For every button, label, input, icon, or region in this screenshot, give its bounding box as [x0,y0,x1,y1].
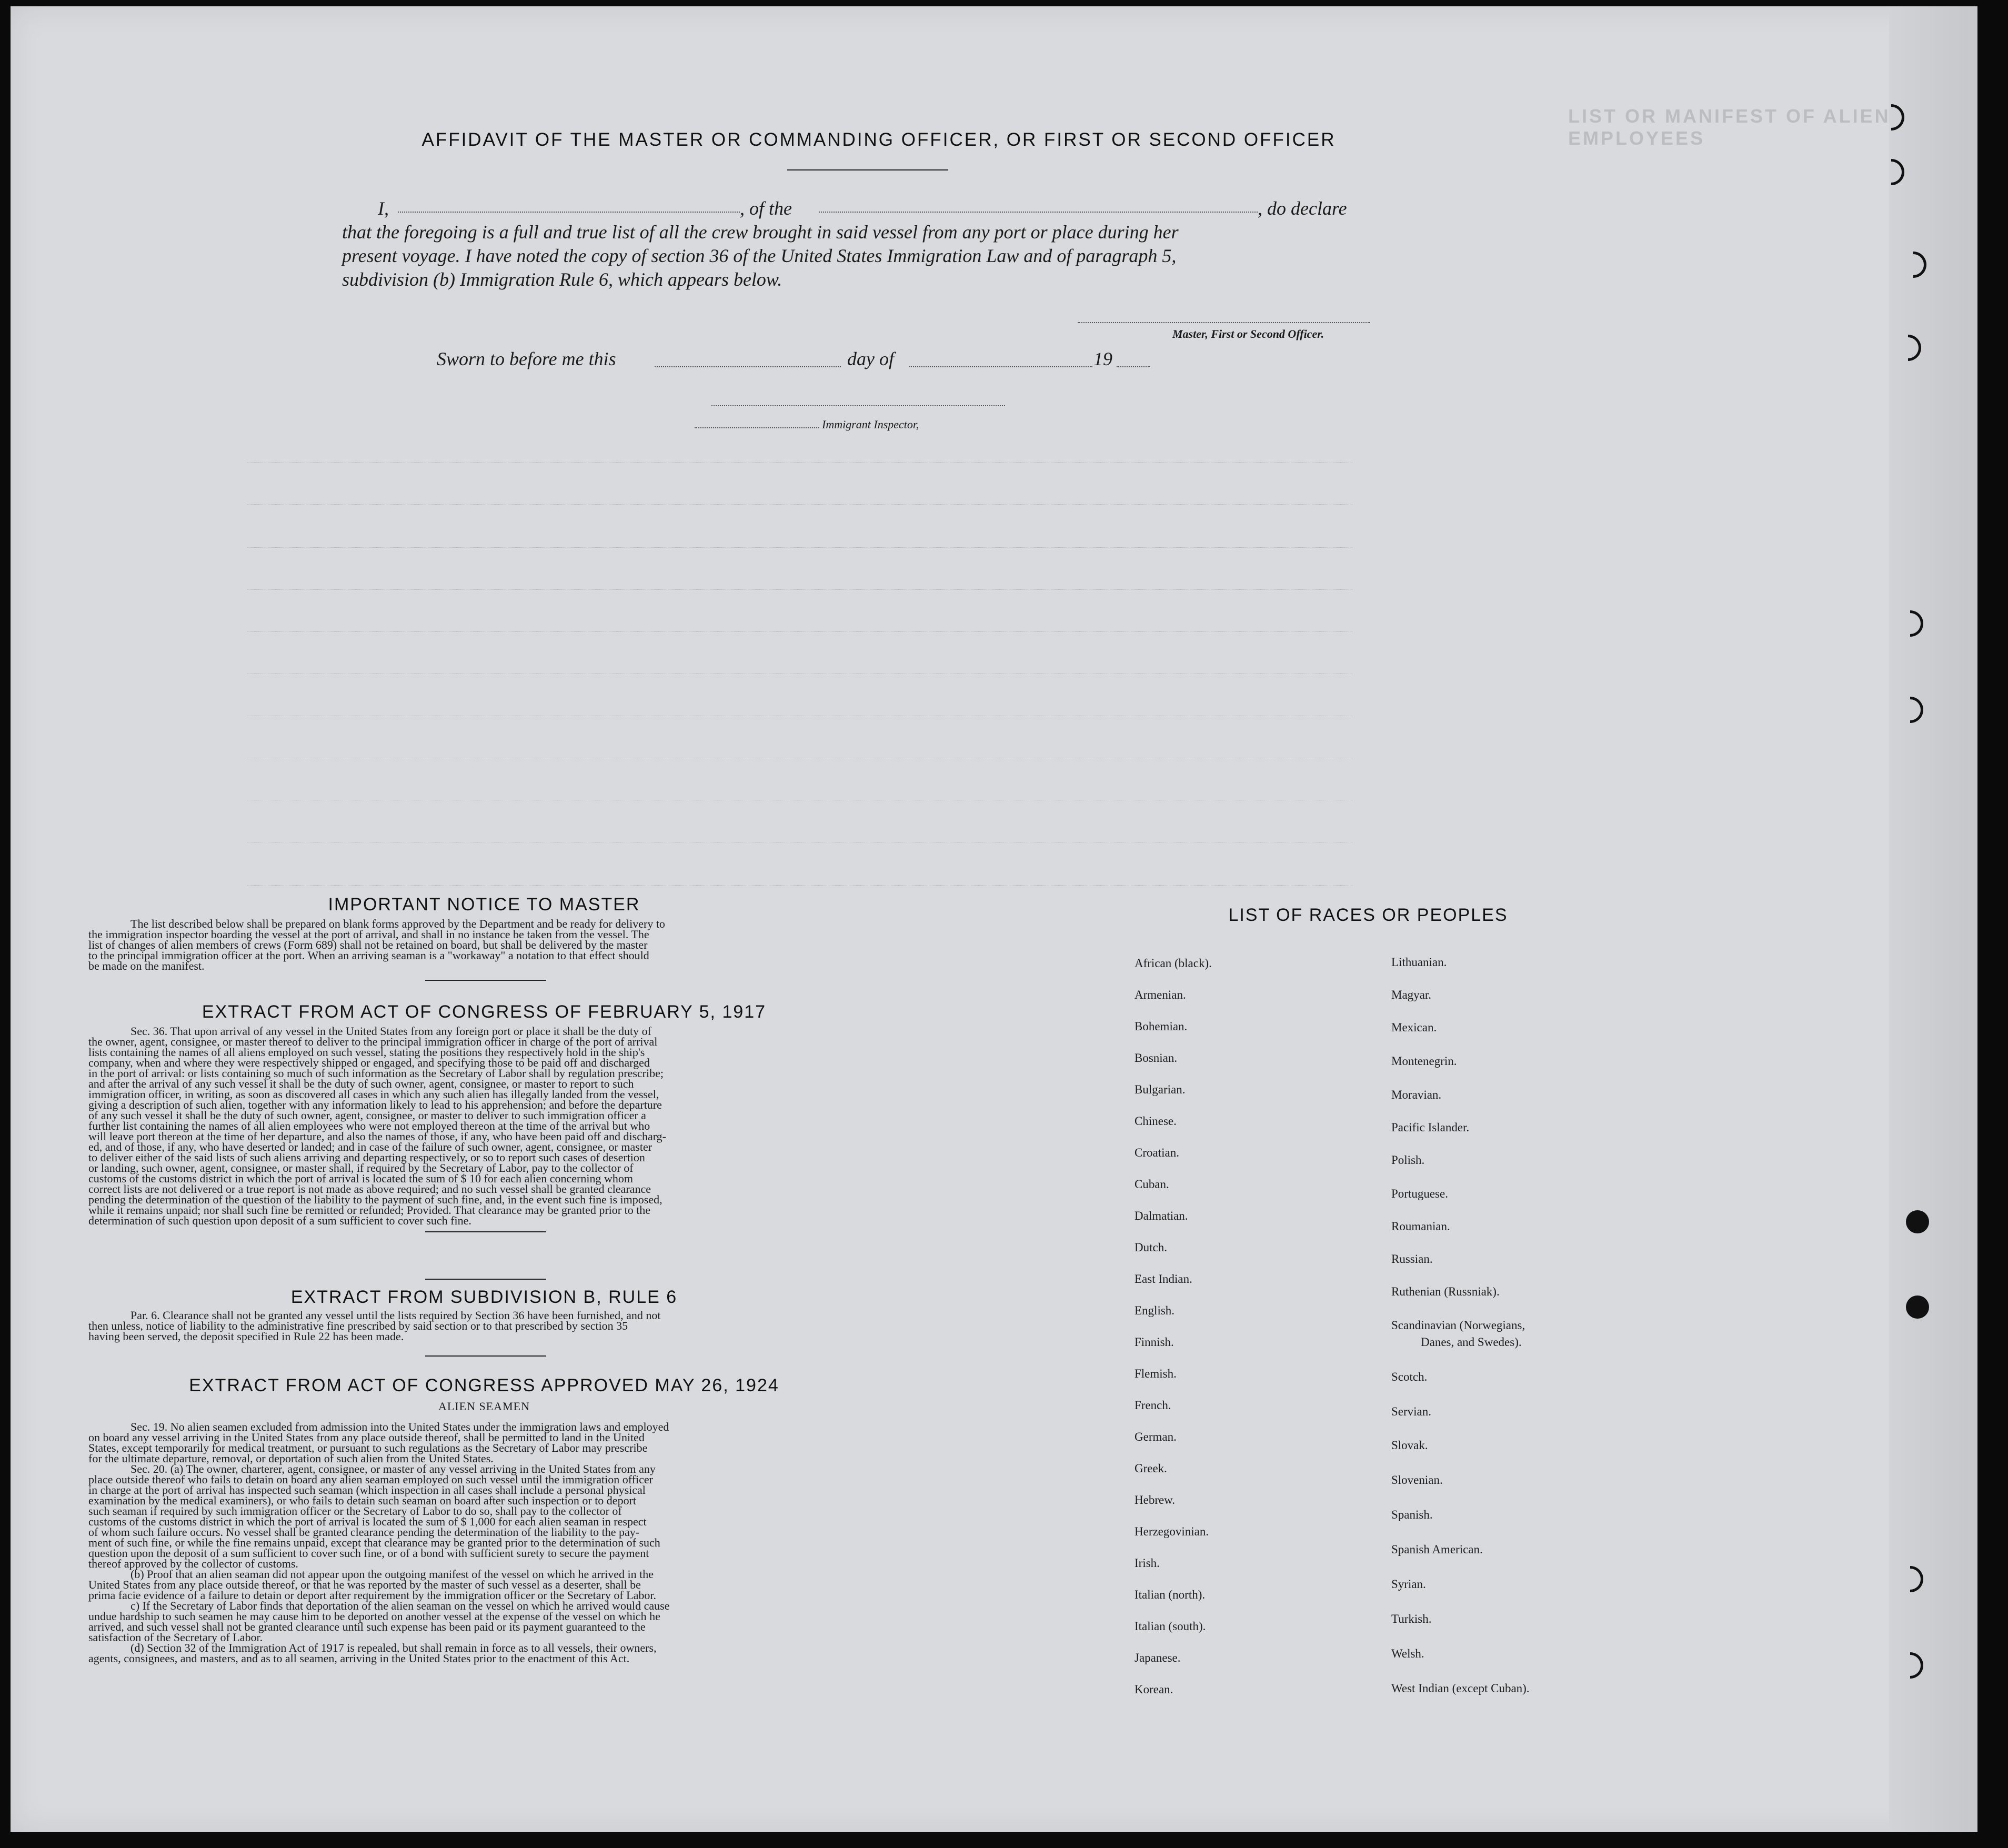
subdivision-title: EXTRACT FROM SUBDIVISION B, RULE 6 [290,1287,678,1307]
extract-1924-line: place outside thereof who fails to detain on board any alien seaman employed on such vessel until the immigration officer [88,1473,654,1486]
notice-line: the immigration inspector boarding the vessel at the port of arrival, and shall in no instance be taken from the vessel. The [88,928,649,941]
extract-1924-line: examination by the medical examiners), or who fails to detain such seaman on board after such inspection or to deport [88,1494,637,1507]
race-item: Lithuanian. [1391,956,1447,969]
sworn-year-field[interactable] [1117,366,1150,367]
extract-1917-line: will leave port thereon at the time of her departure, and also the names of those, if any, who have been paid off and discharg- [88,1130,666,1143]
race-item: Italian (north). [1134,1588,1206,1601]
extract-1917-line: giving a description of such alien, together with any information likely to lead to his apprehension; and before the departure [88,1098,662,1111]
race-item: Bulgarian. [1134,1083,1186,1096]
sworn-month-field[interactable] [909,366,1092,367]
race-item-continuation: Danes, and Swedes). [1421,1335,1522,1349]
race-item: Magyar. [1391,988,1432,1001]
declaration-line-1-mid: , of the [740,198,792,219]
extract-1917-line: the owner, agent, consignee, or master thereof to deliver to the principal immigration officer in charge of the port of arrival [88,1035,658,1048]
race-item: Turkish. [1391,1612,1432,1625]
race-item: Roumanian. [1391,1220,1450,1233]
declaration-line-1-start: I, [378,198,389,219]
extract-1924-line: States, except temporarily for medical treatment, or pursuant to such regulations as the Secretary of Labor may prescribe [88,1441,648,1454]
notice-divider [425,980,546,981]
race-item: Montenegrin. [1391,1054,1457,1068]
extract-1917-line: further list containing the names of all alien employees who were not employed thereon at the time of the arrival but who [88,1119,650,1132]
extract-1924-line: question upon the deposit of a sum sufficient to cover such fine, or of a bond with sufficient surety to secure the payment [88,1546,649,1560]
master-signature-field[interactable] [1078,322,1370,323]
extract-1924-line: arrived, and such vessel shall not be granted clearance until such expense has been paid or its payment guaranteed to the [88,1620,646,1633]
extract-1924-line: (d) Section 32 of the Immigration Act of 1917 is repealed, but shall remain in force as to all vessels, their owners, [130,1641,657,1654]
notice-body [88,919,880,971]
race-item: Slovenian. [1391,1473,1443,1487]
extract-1924-line: (b) Proof that an alien seaman did not appear upon the outgoing manifest of the vessel on which he arrived in the [130,1568,654,1581]
race-item: East Indian. [1134,1272,1192,1285]
affidavit-title-rule [787,169,948,170]
extract-1924-subtitle: ALIEN SEAMEN [438,1400,530,1413]
extract-1917-line: and after the arrival of any such vessel it shall be the duty of such owner, agent, consignee, or master to report to such [88,1077,634,1090]
extract-1917-line: company, when and where they were respectively shipped or engaged, and specifying those to be paid off and discharged [88,1056,650,1069]
extract-1917-line: immigration officer, in writing, as soon as discovered all cases in which any such alien has illegally landed from the vessel, [88,1088,659,1101]
inspector-signature-field[interactable] [711,405,1005,406]
notice-line: be made on the manifest. [88,959,205,972]
extract-1924-line: prima facie evidence of a failure to detain or deport after requirement by the immigration officer or the Secretary of Labor. [88,1589,656,1602]
race-item: Irish. [1134,1556,1160,1570]
race-item: Chinese. [1134,1114,1177,1128]
declaration-line-1-end: , do declare [1258,198,1347,219]
race-item: West Indian (except Cuban). [1391,1682,1530,1695]
extract-1917-line: Sec. 36. That upon arrival of any vessel in the United States from any foreign port or place it shall be the duty of [130,1025,651,1038]
race-item: Japanese. [1134,1651,1181,1664]
extract-1924-line: customs of the customs district in which the port of arrival is located the sum of $ 1,000 for each alien seaman in respect [88,1515,647,1528]
sworn-year-label: 19 [1093,348,1112,369]
punch-hole-icon [1906,1295,1929,1319]
inspector-line-leader [695,427,819,428]
race-item: Hebrew. [1134,1493,1176,1506]
extract-1917-line: while it remains unpaid; nor shall such fine be remitted or refunded; Provided. That clearance may be granted prior to the [88,1203,651,1217]
notice-line: to the principal immigration officer at the port. When an arriving seaman is a "workaway" a notation to that effect should [88,949,649,962]
affidavit-title: AFFIDAVIT OF THE MASTER OR COMMANDING OFFICER, OR FIRST OR SECOND OFFICER [421,129,1336,150]
race-item: African (black). [1134,957,1212,970]
notice-title: IMPORTANT NOTICE TO MASTER [328,895,640,915]
extract-1917-line: determination of such question upon deposit of a sum sufficient to cover such fine. [88,1214,471,1227]
extract-1924-line: c) If the Secretary of Labor finds that deportation of the alien seaman on the vessel on which he arrived would cause [130,1599,670,1612]
sworn-prefix: Sworn to before me this [437,348,616,369]
notice-line: list of changes of alien members of crews (Form 689) shall not be retained on board, but shall be delivered by the master [88,938,648,951]
extract-1924-line: on board any vessel arriving in the United States from any place outside thereof, shall be permitted to land in the United [88,1431,645,1444]
extract-1924-line: Sec. 20. (a) The owner, charterer, agent, consignee, or master of any vessel arriving in the United States from any [130,1462,656,1475]
race-item: Dutch. [1134,1241,1167,1254]
race-item: Herzegovinian. [1134,1525,1209,1538]
extract-1924-line: undue hardship to such seamen he may cause him to be deported on another vessel at the expense of the vessel on which he [88,1610,660,1623]
subdivision-line: Par. 6. Clearance shall not be granted any vessel until the lists required by Section 36 have been furnished, and not [130,1309,661,1322]
race-item: Spanish American. [1391,1543,1483,1556]
extract-1917-line: or landing, such owner, agent, consignee, or master shall, if required by the Secretary of Labor, pay to the collector of [88,1161,634,1174]
sworn-day-field[interactable] [655,366,841,367]
race-item: Finnish. [1134,1335,1174,1349]
extract-1924-line: ment of such fine, or while the fine remains unpaid, except that clearance may be granted prior to the determination of such [88,1536,660,1549]
race-item: Moravian. [1391,1088,1442,1101]
race-item: Spanish. [1391,1508,1433,1521]
punch-hole-icon [1906,1210,1929,1233]
race-item: Polish. [1391,1153,1425,1167]
master-name-field[interactable] [398,212,740,213]
extract-1917-line: correct lists are not delivered or a true report is not made as above required; and no such vessel shall be granted clearance [88,1182,651,1196]
extract-1917-line: ed, and of those, if any, who have deserted or landed; and in case of the failure of such owner, agent, consignee, or master [88,1140,652,1153]
extract-1917-divider [425,1231,546,1232]
subdivision-body [88,1310,880,1342]
extract-1924-line: satisfaction of the Secretary of Labor. [88,1631,263,1644]
race-item: Greek. [1134,1462,1167,1475]
extract-1917-line: pending the determination of the question of the liability to the payment of such fine, and, in the event such fine is imposed, [88,1193,662,1206]
race-item: Portuguese. [1391,1187,1448,1200]
sworn-day-label: day of [847,348,894,369]
extract-1924-line: of whom such failure occurs. No vessel shall be granted clearance pending the determination of the liability to the pay- [88,1525,640,1539]
extract-1917-line: customs of the customs district in which the port of arrival is located the sum of $ 10 for each alien concerning whom [88,1172,633,1185]
race-item: Scotch. [1391,1370,1428,1383]
extract-1917-body [88,1026,880,1226]
extract-1924-line: Sec. 19. No alien seamen excluded from admission into the United States under the immigration laws and employed [130,1420,669,1433]
subdivision-line: then unless, notice of liability to the administrative fine prescribed by said section or to that prescribed by section 35 [88,1319,628,1332]
declaration-line-4: subdivision (b) Immigration Rule 6, which appears below. [342,269,782,290]
race-item: Ruthenian (Russniak). [1391,1285,1500,1298]
declaration-line-2: that the foregoing is a full and true list of all the crew brought in said vessel from any port or place during her [342,222,1179,243]
race-item: Mexican. [1391,1021,1437,1034]
extract-1917-line: of any such vessel it shall be the duty of such owner, agent, consignee, or master to deliver to such immigration officer a [88,1109,646,1122]
races-title: LIST OF RACES OR PEOPLES [1228,905,1508,925]
subdivision-top-divider [425,1279,546,1280]
inspector-label: Immigrant Inspector, [822,418,919,431]
race-item: Servian. [1391,1405,1432,1418]
race-item: Korean. [1134,1683,1173,1696]
race-item: Syrian. [1391,1578,1426,1591]
extract-1917-line: in the port of arrival: or lists containing so much of such information as the Secretary of Labor shall by regulation prescribe; [88,1067,664,1080]
extract-1924-title: EXTRACT FROM ACT OF CONGRESS APPROVED MAY 26, 1924 [189,1375,779,1395]
race-item: Bohemian. [1134,1020,1188,1033]
race-item: Slovak. [1391,1439,1428,1452]
extract-1924-body [88,1422,880,1664]
subdivision-line: having been served, the deposit specified in Rule 22 has been made. [88,1330,404,1343]
extract-1924-line: such seaman if required by such immigration officer or the Secretary of Labor to do so, shall pay to the collector of [88,1504,622,1518]
race-item: Russian. [1391,1252,1433,1266]
signature-label: Master, First or Second Officer. [1172,327,1324,340]
extract-1924-line: in charge at the port of arrival has inspected such seaman (which inspection in all cases shall include a personal physical [88,1483,646,1497]
race-item: Welsh. [1391,1647,1424,1660]
race-item: Flemish. [1134,1367,1177,1380]
declaration-line-3: present voyage. I have noted the copy of section 36 of the United States Immigration Law and of paragraph 5, [342,245,1177,266]
extract-1924-line: for the ultimate departure, removal, or deportation of such alien from the United States. [88,1452,494,1465]
race-item: English. [1134,1304,1175,1317]
race-item: Bosnian. [1134,1051,1178,1064]
race-item: Dalmatian. [1134,1209,1188,1222]
race-item: Croatian. [1134,1146,1179,1159]
extract-1917-line: to deliver either of the said lists of such aliens arriving and departing respectively, or so to report such cases of desertion [88,1151,645,1164]
race-item: Scandinavian (Norwegians, [1391,1319,1525,1332]
race-item: French. [1134,1399,1171,1412]
extract-1924-line: agents, consignees, and masters, and as to all seamen, arriving in the United States prior to the enactment of this Act. [88,1652,630,1665]
extract-1924-line: United States from any place outside thereof, or that he was reported by the master of such vessel as a deserter, shall be [88,1578,641,1591]
subdivision-divider [425,1355,546,1357]
race-item: Cuban. [1134,1178,1169,1191]
race-item: German. [1134,1430,1177,1443]
race-item: Pacific Islander. [1391,1121,1470,1134]
notice-line: The list described below shall be prepared on blank forms approved by the Department and be ready for delivery to [130,917,665,930]
race-item: Armenian. [1134,988,1186,1001]
extract-1917-line: lists containing the names of all aliens employed on such vessel, stating the positions they respectively hold in the ship's [88,1046,645,1059]
page-edge [1889,6,1968,1832]
extract-1924-line: thereof approved by the collector of customs. [88,1557,298,1570]
bleed-through-text: LIST OR MANIFEST OF ALIEN EMPLOYEES [1568,105,1891,149]
race-item: Italian (south). [1134,1620,1206,1633]
vessel-name-field[interactable] [819,212,1258,213]
extract-1917-title: EXTRACT FROM ACT OF CONGRESS OF FEBRUARY 5, 1917 [202,1002,767,1022]
